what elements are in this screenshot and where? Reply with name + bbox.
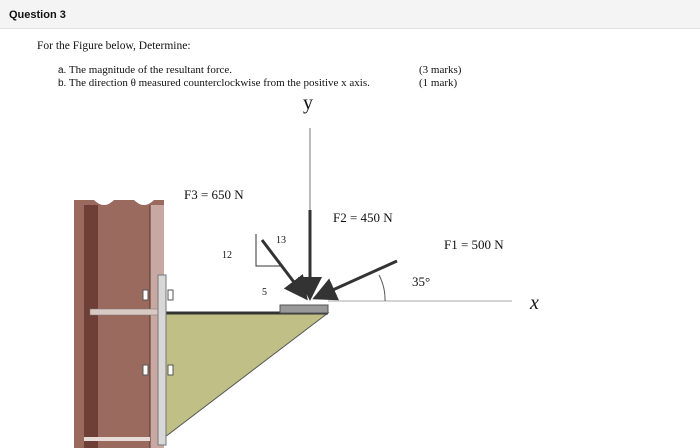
slope-hyp-label: 13 xyxy=(276,235,286,246)
item-text: The magnitude of the resultant force. xyxy=(68,64,233,76)
item-text: The direction θ measured counterclockwise from the positive x axis. xyxy=(68,77,370,89)
item-letter: a. xyxy=(58,65,67,76)
y-axis-label: y xyxy=(303,92,313,114)
question-title: Question 3 xyxy=(9,9,66,21)
f3-label: F3 = 650 N xyxy=(184,187,244,202)
item-letter: b. xyxy=(58,78,67,89)
question-intro: For the Figure below, Determine: xyxy=(37,40,191,52)
f1-label: F1 = 500 N xyxy=(444,237,504,252)
wall xyxy=(74,195,164,448)
slope-vertical-label: 12 xyxy=(222,250,232,261)
angle-label: 35° xyxy=(412,274,431,289)
f3-arrow xyxy=(262,240,306,298)
slope-horizontal-label: 5 xyxy=(262,287,267,298)
item-b-marks: (1 mark) xyxy=(419,77,458,89)
x-axis-label: x xyxy=(530,292,539,314)
angle-arc xyxy=(379,275,385,301)
f2-label: F2 = 450 N xyxy=(333,210,393,225)
item-a-marks: (3 marks) xyxy=(419,64,462,76)
